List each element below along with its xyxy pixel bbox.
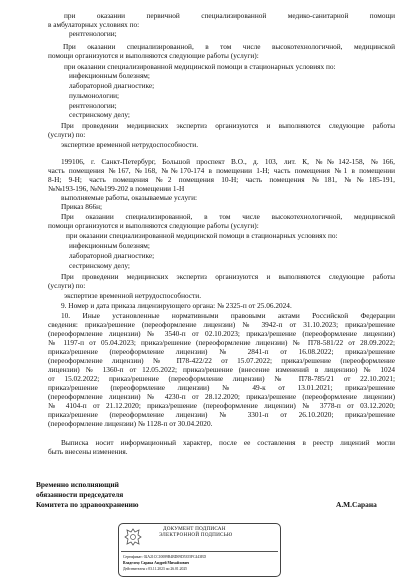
text-line: при оказании первичной специализированной медико-санитарной помощи bbox=[64, 11, 395, 20]
text-line: (услуги) по: bbox=[48, 281, 86, 290]
coat-of-arms-icon bbox=[123, 527, 143, 547]
text-line: от 15.02.2022; приказ/решение (переоформление лицензии) № П78-785/21 от 22.10.2021; bbox=[48, 374, 395, 383]
signatory-name: А.М.Сарана bbox=[336, 500, 377, 509]
text-line: Приказ 866н; bbox=[61, 202, 103, 211]
text-line: При оказании специализированной, в том числе высокотехнологичной, медицинской bbox=[61, 212, 395, 221]
text-line: приказ/решение (переоформление лицензии) № 3301-п от 26.10.2020; приказ/решение bbox=[48, 410, 395, 419]
text-line: часть помещения №167, №168, №№170-174 в помещении 1-Н; часть помещения №1 в помещении bbox=[48, 166, 395, 175]
text-line: Выписка носит информационный характер, после ее составления в реестр лицензий могли bbox=[61, 438, 395, 447]
text-line: 8-Н; 9-Н; часть помещения №2 помещения 10-Н; часть помещения №181, №№185-191, bbox=[48, 175, 395, 184]
text-line: приказ/решение (переоформление лицензии) № 49-к от 13.01.2021; приказ/решение bbox=[48, 383, 395, 392]
text-line: сестринскому делу; bbox=[69, 110, 130, 119]
stamp-title: ДОКУМЕНТ ПОДПИСАН bbox=[163, 526, 226, 532]
text-line: при оказании специализированной медицинской помощи в стационарных условиях по: bbox=[64, 62, 336, 71]
text-line: 10. Иные установленные нормативными правовыми актами Российской Федерации bbox=[61, 311, 395, 320]
text-line: в амбулаторных условиях по: bbox=[48, 20, 140, 29]
text-line: помощи организуются и выполняются следующие работы (услуги): bbox=[48, 51, 259, 60]
text-line: сведения: приказ/решение (переоформление лицензии) № 3942-п от 31.10.2023; приказ/решение bbox=[48, 320, 395, 329]
text-line: рентгенологии; bbox=[69, 101, 117, 110]
electronic-signature-stamp bbox=[118, 523, 281, 577]
text-line: быть внесены изменения. bbox=[48, 447, 128, 456]
stamp-divider bbox=[121, 551, 278, 552]
text-line: инфекционным болезням; bbox=[69, 241, 150, 250]
text-line: при оказании специализированной медицинской помощи в стационарных условиях по: bbox=[66, 231, 338, 240]
text-line: № 1197-п от 05.04.2023; приказ/решение (переоформление лицензии) № П78-581/22 от 28.09.2022; bbox=[48, 338, 395, 347]
text-line: пульмонологии; bbox=[69, 91, 120, 100]
signatory-position-line1: Временно исполняющий bbox=[36, 480, 119, 489]
text-line: При оказании специализированной, в том числе высокотехнологичной, медицинской bbox=[63, 42, 395, 51]
text-line: приказ/решение (переоформление лицензии) № 2841-п от 16.08.2022; приказ/решение bbox=[48, 347, 395, 356]
text-line: (переоформление лицензии) № 1128-п от 30.04.2020. bbox=[48, 419, 213, 428]
text-line: рентгенологии; bbox=[69, 29, 117, 38]
text-line: помощи организуются и выполняются следующие работы (услуги): bbox=[48, 221, 259, 230]
text-line: 9. Номер и дата приказа лицензирующего органа: № 2325-п от 25.06.2024. bbox=[61, 301, 292, 310]
text-line: инфекционным болезням; bbox=[69, 71, 150, 80]
stamp-validity: Действителен с 03.11.2023 по 26.01.2025 bbox=[123, 567, 188, 571]
text-line: (услуги) по: bbox=[48, 130, 86, 139]
stamp-subtitle: ЭЛЕКТРОННОЙ ПОДПИСЬЮ bbox=[159, 532, 233, 538]
text-line: (переоформление лицензии) № П78-422/22 от 15.07.2022; приказ/решение (переоформление bbox=[48, 356, 395, 365]
text-line: № 4104-п от 21.12.2020; приказ/решение (переоформление лицензии) № 3778-п от 03.12.2020; bbox=[48, 401, 395, 410]
text-line: лабораторной диагностике; bbox=[69, 251, 155, 260]
text-line: 199106, г. Санкт-Петербург, Большой проспект В.О., д. 103, лит. К, №№142-158, №166, bbox=[61, 157, 395, 166]
stamp-certificate: Сертификат: 02A21CC10089B4BD09D5355FC443ED bbox=[123, 555, 207, 559]
signatory-position-line3: Комитета по здравоохранению bbox=[36, 500, 139, 509]
text-line: лицензии) № 1360-п от 12.05.2022; приказ/решение (внесение изменений в лицензию) № 1024 bbox=[48, 365, 395, 374]
text-line: экспертизе временной нетрудоспособности. bbox=[64, 291, 202, 300]
text-line: лабораторной диагностике; bbox=[69, 81, 155, 90]
signatory-position-line2: обязанности председателя bbox=[36, 490, 124, 499]
text-line: №№193-196, №№199-202 в помещении 1-Н bbox=[48, 184, 185, 193]
stamp-owner: Владелец: Сарана Андрей Михайлович bbox=[123, 561, 189, 565]
text-line: При проведении медицинских экспертиз организуются и выполняются следующие работы bbox=[61, 272, 395, 281]
text-line: При проведении медицинских экспертиз организуются и выполняются следующие работы bbox=[61, 121, 395, 130]
text-line: (переоформление лицензии) № 4230-п от 28.12.2020; приказ/решение (переоформление лицензии) bbox=[48, 392, 395, 401]
text-line: сестринскому делу; bbox=[69, 261, 130, 270]
text-line: (переоформление лицензии) № 3540-п от 02.10.2023; приказ/решение (переоформление лицензии) bbox=[48, 329, 395, 338]
text-line: экспертизе временной нетрудоспособности. bbox=[61, 140, 199, 149]
text-line: выполняемые работы, оказываемые услуги: bbox=[61, 193, 198, 202]
